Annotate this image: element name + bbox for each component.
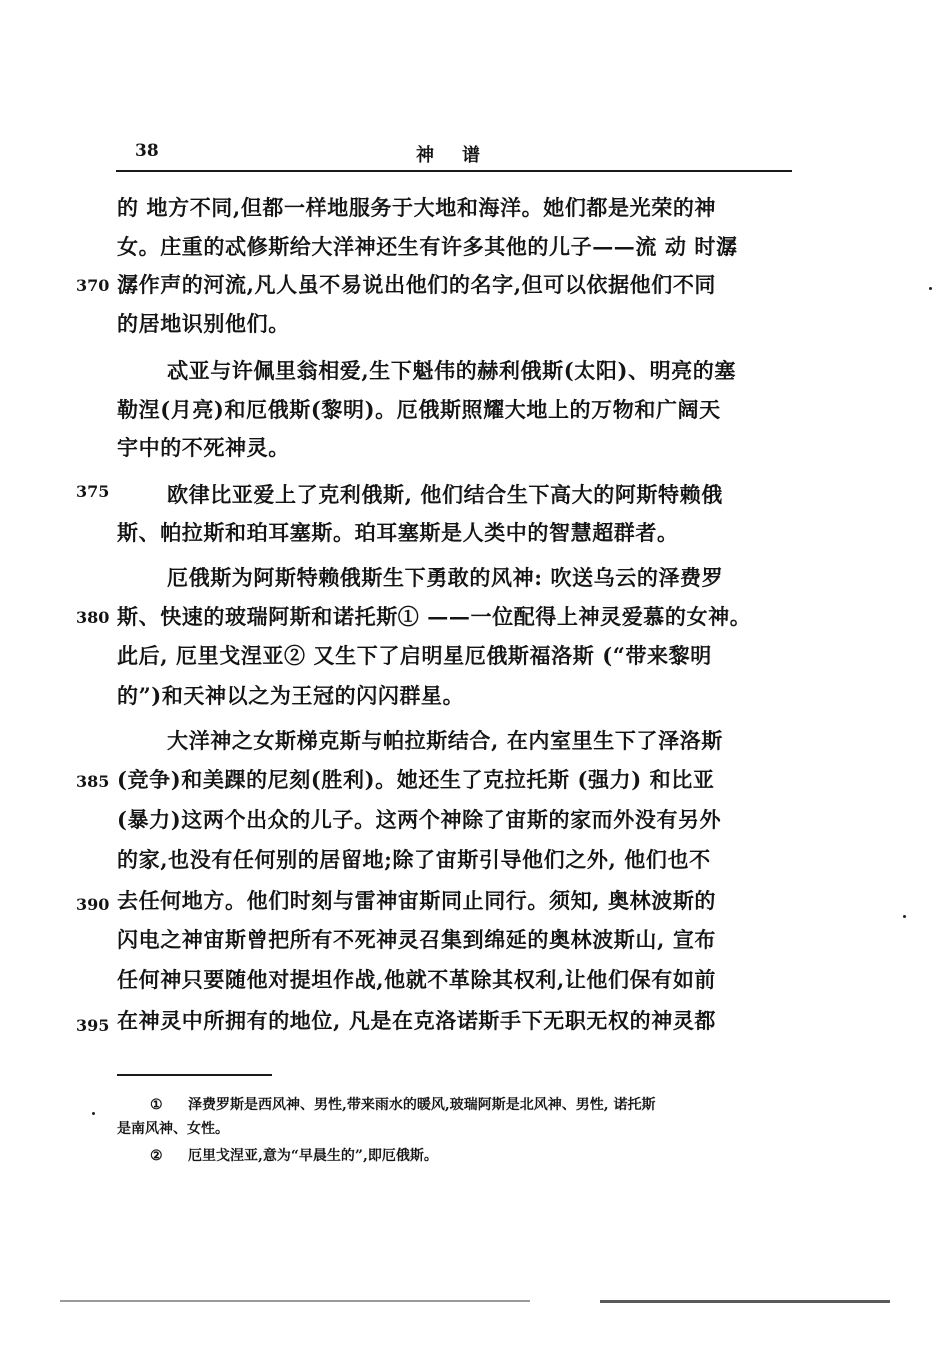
text-line: 宇中的不死神灵。 xyxy=(117,435,290,460)
text-line: 勒涅(月亮)和厄俄斯(黎明)。厄俄斯照耀大地上的万物和广阔天 xyxy=(117,397,721,422)
text-line: 的 地方不同,但都一样地服务于大地和海洋。她们都是光荣的神 xyxy=(117,195,717,220)
footnote-marker: ① xyxy=(150,1097,163,1113)
text-line: 女。庄重的忒修斯给大洋神还生有许多其他的儿子——流 动 时潺 xyxy=(117,234,738,259)
footnote-rule xyxy=(117,1074,272,1076)
text-line: 忒亚与许佩里翁相爱,生下魁伟的赫利俄斯(太阳)、明亮的塞 xyxy=(167,358,736,383)
scan-edge-line xyxy=(600,1300,890,1303)
scan-speck xyxy=(92,1112,95,1115)
scan-edge-line xyxy=(60,1300,530,1302)
line-number: 390 xyxy=(76,895,110,914)
line-number: 375 xyxy=(76,482,110,501)
text-line: 在神灵中所拥有的地位, 凡是在克洛诺斯手下无职无权的神灵都 xyxy=(117,1008,717,1033)
text-line: 的”)和天神以之为王冠的闪闪群星。 xyxy=(117,683,465,708)
text-line: 任何神只要随他对提坦作战,他就不革除其权利,让他们保有如前 xyxy=(117,967,717,992)
footnote-marker: ② xyxy=(150,1148,163,1164)
footnote-text: 厄里戈涅亚,意为“早晨生的”,即厄俄斯。 xyxy=(188,1148,438,1164)
text-line: 闪电之神宙斯曾把所有不死神灵召集到绵延的奥林波斯山, 宣布 xyxy=(117,927,717,952)
running-title: 神谱 xyxy=(416,145,508,166)
footnote-text: 是南风神、女性。 xyxy=(117,1121,229,1137)
text-line: 的家,也没有任何别的居留地;除了宙斯引导他们之外, 他们也不 xyxy=(117,847,711,872)
text-line: 欧律比亚爱上了克利俄斯, 他们结合生下高大的阿斯特赖俄 xyxy=(167,482,723,507)
text-line: 斯、快速的玻瑞阿斯和诺托斯① ——一位配得上神灵爱慕的女神。 xyxy=(117,604,752,629)
text-line: 潺作声的河流,凡人虽不易说出他们的名字,但可以依据他们不同 xyxy=(117,272,717,297)
text-line: 此后, 厄里戈涅亚② 又生下了启明星厄俄斯福洛斯 (“带来黎明 xyxy=(117,643,712,668)
text-line: 大洋神之女斯梯克斯与帕拉斯结合, 在内室里生下了泽洛斯 xyxy=(167,728,723,753)
text-line: 厄俄斯为阿斯特赖俄斯生下勇敢的风神: 吹送乌云的泽费罗 xyxy=(167,565,724,590)
scan-speck xyxy=(903,915,906,918)
line-number: 385 xyxy=(76,772,110,791)
line-number: 370 xyxy=(76,276,110,295)
line-number: 395 xyxy=(76,1016,110,1035)
line-number: 380 xyxy=(76,608,110,627)
page-number: 38 xyxy=(135,141,159,161)
footnote-text: 泽费罗斯是西风神、男性,带来雨水的暖风,玻瑞阿斯是北风神、男性, 诺托斯 xyxy=(188,1097,656,1113)
text-line: (竞争)和美踝的尼刻(胜利)。她还生了克拉托斯 (强力) 和比亚 xyxy=(117,767,715,792)
text-line: (暴力)这两个出众的儿子。这两个神除了宙斯的家而外没有另外 xyxy=(117,807,722,832)
text-line: 去任何地方。他们时刻与雷神宙斯同止同行。须知, 奥林波斯的 xyxy=(117,888,717,913)
header-rule xyxy=(116,170,792,172)
scan-speck xyxy=(929,287,932,290)
text-line: 斯、帕拉斯和珀耳塞斯。珀耳塞斯是人类中的智慧超群者。 xyxy=(117,520,679,545)
text-line: 的居地识别他们。 xyxy=(117,311,290,336)
